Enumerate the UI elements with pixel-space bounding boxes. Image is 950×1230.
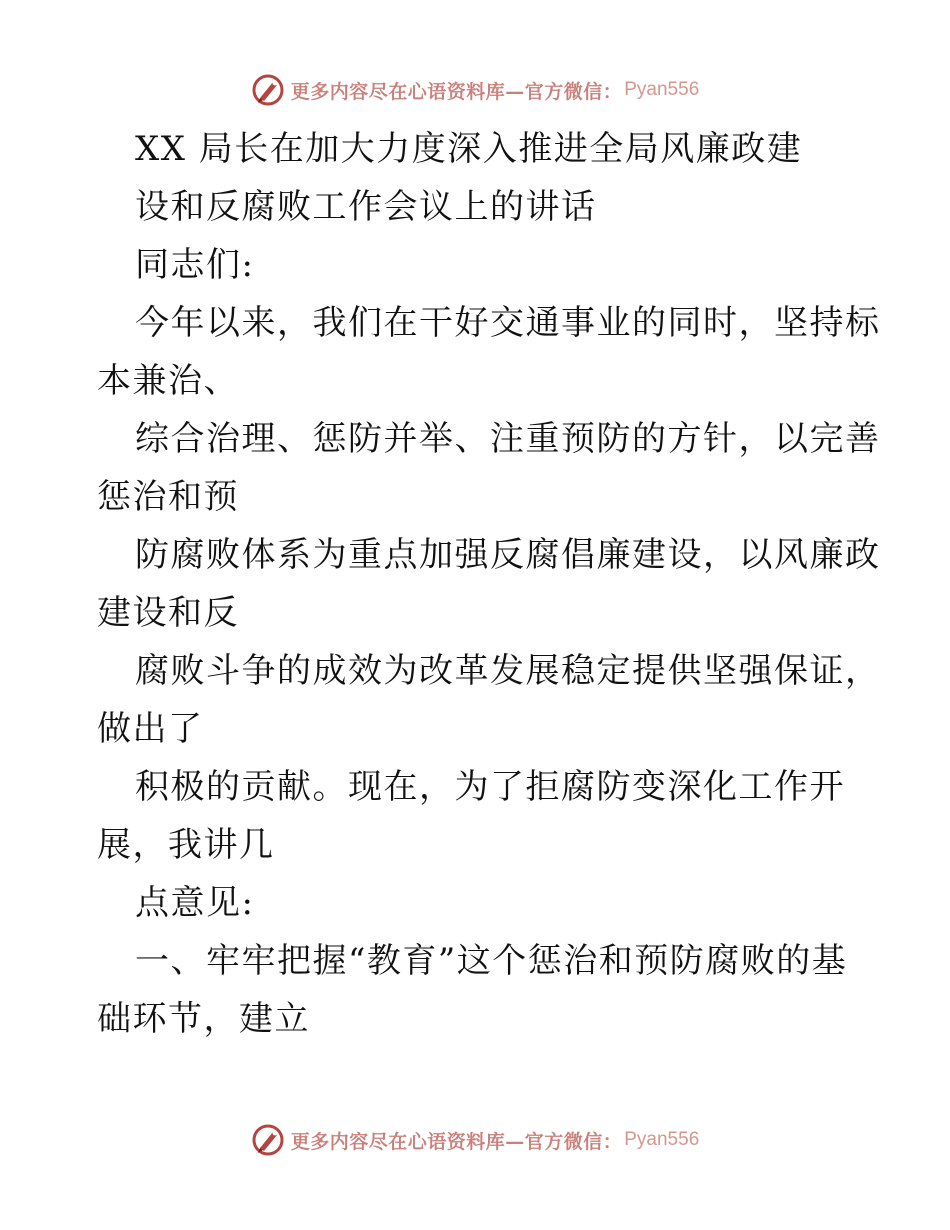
text-line: XX 局长在加大力度深入推进全局风廉政建 (135, 129, 803, 169)
text-line: 腐败斗争的成效为改革发展稳定提供坚强保证， (135, 651, 881, 691)
document-body (97, 120, 881, 1048)
banner-wechat-id: Pyan556 (624, 79, 700, 100)
footer-banner (0, 1120, 950, 1160)
banner-text: 更多内容尽在心语资料库—官方微信： (290, 1130, 623, 1153)
text-line: 防腐败体系为重点加强反腐倡廉建设，以风廉政 (135, 535, 881, 575)
text-line: 一、牢牢把握“教育”这个惩治和预防腐败的基 (135, 941, 848, 981)
text-line: 做出了 (97, 709, 204, 749)
text-line: 点意见: (135, 883, 255, 923)
text-line: 惩治和预 (97, 477, 239, 517)
text-line: 展，我讲几 (97, 825, 275, 865)
text-line: 础环节，建立 (97, 999, 310, 1039)
text-line: 本兼治、 (97, 361, 239, 401)
text-line: 同志们: (135, 245, 255, 285)
text-line: 设和反腐败工作会议上的讲话 (135, 187, 597, 227)
text-line: 今年以来，我们在干好交通事业的同时，坚持标 (135, 303, 881, 343)
text-line: 建设和反 (97, 593, 239, 633)
text-line: 积极的贡献。现在，为了拒腐防变深化工作开 (135, 767, 845, 807)
pen-logo-icon (251, 73, 285, 107)
header-banner (0, 70, 950, 110)
text-line: 综合治理、惩防并举、注重预防的方针，以完善 (135, 419, 881, 459)
banner-wechat-id: Pyan556 (624, 1129, 700, 1150)
banner-text: 更多内容尽在心语资料库—官方微信： (290, 80, 623, 103)
pen-logo-icon (251, 1123, 285, 1157)
